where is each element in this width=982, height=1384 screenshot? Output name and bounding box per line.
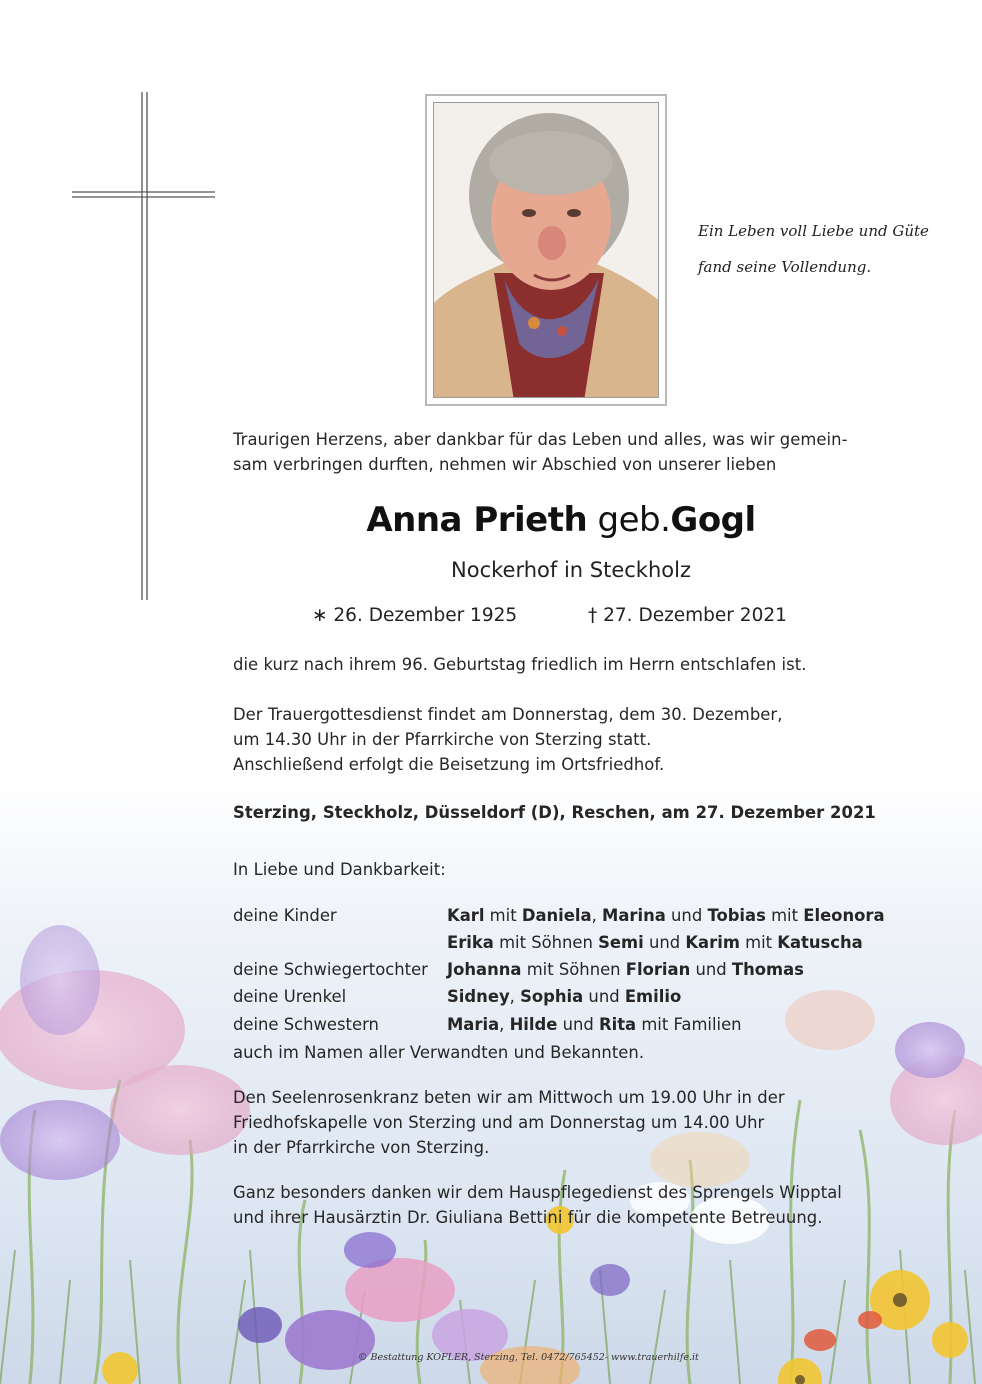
family-members: [447, 933, 863, 952]
family-member-name: Emilio: [624, 987, 682, 1006]
deceased-name: Anna Prieth: [366, 500, 588, 540]
family-role: deine Schwestern: [233, 1015, 379, 1034]
family-member-name: Johanna: [447, 960, 522, 979]
family-connector-text: mit Söhnen: [521, 960, 626, 979]
death-date-line: [588, 605, 787, 626]
family-connector-text: mit: [484, 906, 522, 925]
family-connector-text: ,: [499, 1015, 510, 1034]
family-member-name: Tobias: [707, 906, 766, 925]
place-and-date: Sterzing, Steckholz, Düsseldorf (D), Reschen, am 27. Dezember 2021: [233, 803, 876, 822]
portrait-photo: [433, 102, 659, 398]
family-connector-text: mit: [765, 906, 804, 925]
birth-date-line: [312, 605, 517, 626]
family-member-name: Eleonora: [803, 906, 885, 925]
family-member-name: Semi: [598, 933, 644, 952]
family-members: [447, 960, 804, 979]
family-member-name: Daniela: [521, 906, 592, 925]
funeral-line-3: Anschließend erfolgt die Beisetzung im Ortsfriedhof.: [233, 755, 665, 774]
family-member-name: Maria: [447, 1015, 500, 1034]
family-members: [447, 987, 681, 1006]
family-member-name: Thomas: [731, 960, 804, 979]
birth-date: 26. Dezember 1925: [333, 605, 518, 626]
death-symbol: †: [588, 605, 598, 626]
family-connector-text: mit Söhnen: [493, 933, 599, 952]
family-member-name: Erika: [447, 933, 494, 952]
family-member-name: Marina: [602, 906, 666, 925]
nee-label: geb.: [597, 500, 671, 540]
rosary-line-1: Den Seelenrosenkranz beten wir am Mittwoch um 19.00 Uhr in der: [233, 1088, 785, 1107]
deceased-name-line: [0, 500, 982, 540]
family-member-name: Florian: [625, 960, 691, 979]
family-closing: auch im Namen aller Verwandten und Bekannten.: [233, 1043, 645, 1062]
family-member-name: Karim: [685, 933, 740, 952]
quote-line-1: Ein Leben voll Liebe und Güte: [698, 222, 929, 240]
birth-symbol: ∗: [312, 605, 328, 626]
quote-line-2: fand seine Vollendung.: [698, 258, 872, 276]
family-role: deine Schwiegertochter: [233, 960, 428, 979]
rosary-line-3: in der Pfarrkirche von Sterzing.: [233, 1138, 490, 1157]
passing-text: die kurz nach ihrem 96. Geburtstag friedlich im Herrn entschlafen ist.: [233, 655, 807, 674]
family-role: deine Urenkel: [233, 987, 347, 1006]
family-connector-text: und: [557, 1015, 599, 1034]
family-connector-text: und: [665, 906, 708, 925]
birth-name: Gogl: [670, 500, 756, 540]
funeral-line-2: um 14.30 Uhr in der Pfarrkirche von Sterzing statt.: [233, 730, 652, 749]
family-intro: In Liebe und Dankbarkeit:: [233, 860, 446, 879]
family-connector-text: mit Familien: [636, 1015, 742, 1034]
family-connector-text: ,: [509, 987, 521, 1006]
rosary-line-2: Friedhofskapelle von Sterzing und am Donnerstag um 14.00 Uhr: [233, 1113, 765, 1132]
family-member-name: Hilde: [509, 1015, 558, 1034]
family-connector-text: und: [690, 960, 732, 979]
flower-meadow-background: [0, 780, 982, 1384]
family-connector-text: und: [643, 933, 686, 952]
family-connector-text: und: [583, 987, 625, 1006]
thanks-line-1: Ganz besonders danken wir dem Hauspflegedienst des Sprengels Wipptal: [233, 1183, 842, 1202]
family-connector-text: ,: [591, 906, 603, 925]
family-member-name: Sidney: [447, 987, 510, 1006]
family-member-name: Rita: [598, 1015, 637, 1034]
residence: Nockerhof in Steckholz: [451, 558, 691, 582]
family-member-name: Karl: [447, 906, 485, 925]
family-members: [447, 1015, 742, 1034]
footer-credit: © Bestattung KOFLER, Sterzing, Tel. 0472/765452- www.trauerhilfe.it: [358, 1352, 699, 1363]
portrait-illustration: [434, 103, 659, 398]
thanks-line-2: und ihrer Hausärztin Dr. Giuliana Bettini für die kompetente Betreuung.: [233, 1208, 823, 1227]
family-role: deine Kinder: [233, 906, 337, 925]
funeral-line-1: Der Trauergottesdienst findet am Donnerstag, dem 30. Dezember,: [233, 705, 783, 724]
family-member-name: Sophia: [520, 987, 584, 1006]
intro-line-1: Traurigen Herzens, aber dankbar für das Leben und alles, was wir gemein-: [233, 430, 848, 449]
family-member-name: Katuscha: [777, 933, 863, 952]
death-date: 27. Dezember 2021: [603, 605, 787, 626]
family-members: [447, 906, 885, 925]
family-connector-text: mit: [739, 933, 778, 952]
intro-line-2: sam verbringen durften, nehmen wir Abschied von unserer lieben: [233, 455, 777, 474]
portrait-photo-frame: [425, 94, 667, 406]
